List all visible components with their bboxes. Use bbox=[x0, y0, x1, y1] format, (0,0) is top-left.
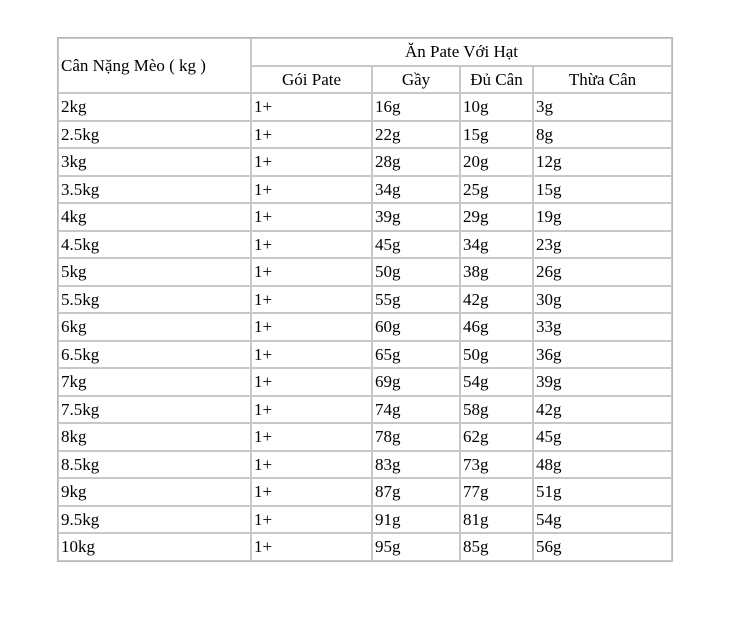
cell-pate: 1+ bbox=[251, 231, 372, 259]
cell-thin: 22g bbox=[372, 121, 460, 149]
table-row bbox=[58, 341, 672, 369]
cell-thin: 34g bbox=[372, 176, 460, 204]
table-body bbox=[58, 93, 672, 561]
cell-normal: 81g bbox=[460, 506, 533, 534]
cell-overweight: 23g bbox=[533, 231, 672, 259]
cell-thin: 39g bbox=[372, 203, 460, 231]
cell-pate: 1+ bbox=[251, 148, 372, 176]
cell-thin: 28g bbox=[372, 148, 460, 176]
cell-pate: 1+ bbox=[251, 93, 372, 121]
cell-weight: 9kg bbox=[58, 478, 251, 506]
cell-weight: 8.5kg bbox=[58, 451, 251, 479]
cell-normal: 34g bbox=[460, 231, 533, 259]
sub-header-thin: Gầy bbox=[372, 66, 460, 94]
cell-overweight: 12g bbox=[533, 148, 672, 176]
cell-normal: 38g bbox=[460, 258, 533, 286]
cell-normal: 73g bbox=[460, 451, 533, 479]
cat-feeding-table bbox=[57, 37, 673, 562]
weight-column-header: Cân Nặng Mèo ( kg ) bbox=[58, 38, 251, 93]
cell-overweight: 26g bbox=[533, 258, 672, 286]
cell-overweight: 15g bbox=[533, 176, 672, 204]
cell-normal: 20g bbox=[460, 148, 533, 176]
table-row bbox=[58, 148, 672, 176]
cell-pate: 1+ bbox=[251, 368, 372, 396]
cell-weight: 9.5kg bbox=[58, 506, 251, 534]
cell-weight: 6kg bbox=[58, 313, 251, 341]
table-header bbox=[58, 38, 672, 93]
group-column-header: Ăn Pate Với Hạt bbox=[251, 38, 672, 66]
cell-weight: 7.5kg bbox=[58, 396, 251, 424]
table-row bbox=[58, 286, 672, 314]
cell-thin: 60g bbox=[372, 313, 460, 341]
table-row bbox=[58, 203, 672, 231]
cell-weight: 6.5kg bbox=[58, 341, 251, 369]
cell-normal: 50g bbox=[460, 341, 533, 369]
cell-overweight: 42g bbox=[533, 396, 672, 424]
cell-pate: 1+ bbox=[251, 121, 372, 149]
cell-overweight: 30g bbox=[533, 286, 672, 314]
cell-pate: 1+ bbox=[251, 176, 372, 204]
cell-overweight: 51g bbox=[533, 478, 672, 506]
cell-pate: 1+ bbox=[251, 423, 372, 451]
table-row bbox=[58, 451, 672, 479]
cell-normal: 54g bbox=[460, 368, 533, 396]
table-row bbox=[58, 258, 672, 286]
cell-thin: 83g bbox=[372, 451, 460, 479]
cell-pate: 1+ bbox=[251, 396, 372, 424]
cell-thin: 87g bbox=[372, 478, 460, 506]
cell-pate: 1+ bbox=[251, 203, 372, 231]
cell-normal: 58g bbox=[460, 396, 533, 424]
table-row bbox=[58, 533, 672, 561]
cell-weight: 3kg bbox=[58, 148, 251, 176]
cell-weight: 2kg bbox=[58, 93, 251, 121]
table-row bbox=[58, 121, 672, 149]
cell-overweight: 39g bbox=[533, 368, 672, 396]
cell-normal: 25g bbox=[460, 176, 533, 204]
cell-weight: 7kg bbox=[58, 368, 251, 396]
cell-thin: 16g bbox=[372, 93, 460, 121]
cell-normal: 42g bbox=[460, 286, 533, 314]
cell-weight: 4.5kg bbox=[58, 231, 251, 259]
cell-weight: 5kg bbox=[58, 258, 251, 286]
sub-header-overweight: Thừa Cân bbox=[533, 66, 672, 94]
table-row bbox=[58, 93, 672, 121]
cell-overweight: 33g bbox=[533, 313, 672, 341]
cell-thin: 50g bbox=[372, 258, 460, 286]
table-row bbox=[58, 313, 672, 341]
table-row bbox=[58, 478, 672, 506]
cell-pate: 1+ bbox=[251, 478, 372, 506]
cell-normal: 62g bbox=[460, 423, 533, 451]
cell-thin: 95g bbox=[372, 533, 460, 561]
cell-weight: 10kg bbox=[58, 533, 251, 561]
cell-weight: 8kg bbox=[58, 423, 251, 451]
cell-normal: 85g bbox=[460, 533, 533, 561]
cell-thin: 69g bbox=[372, 368, 460, 396]
sub-header-normal: Đủ Cân bbox=[460, 66, 533, 94]
cell-overweight: 56g bbox=[533, 533, 672, 561]
cell-normal: 77g bbox=[460, 478, 533, 506]
cell-thin: 74g bbox=[372, 396, 460, 424]
cell-weight: 4kg bbox=[58, 203, 251, 231]
cell-thin: 91g bbox=[372, 506, 460, 534]
cell-normal: 46g bbox=[460, 313, 533, 341]
cell-overweight: 54g bbox=[533, 506, 672, 534]
table-row bbox=[58, 231, 672, 259]
cell-pate: 1+ bbox=[251, 451, 372, 479]
cell-pate: 1+ bbox=[251, 533, 372, 561]
header-row-top bbox=[58, 38, 672, 66]
cell-overweight: 36g bbox=[533, 341, 672, 369]
cell-pate: 1+ bbox=[251, 506, 372, 534]
cell-overweight: 3g bbox=[533, 93, 672, 121]
table-row bbox=[58, 423, 672, 451]
cell-pate: 1+ bbox=[251, 313, 372, 341]
cell-pate: 1+ bbox=[251, 286, 372, 314]
cell-weight: 2.5kg bbox=[58, 121, 251, 149]
table-row bbox=[58, 368, 672, 396]
cell-normal: 29g bbox=[460, 203, 533, 231]
cell-thin: 65g bbox=[372, 341, 460, 369]
cell-overweight: 8g bbox=[533, 121, 672, 149]
table-row bbox=[58, 506, 672, 534]
cell-thin: 55g bbox=[372, 286, 460, 314]
cell-normal: 15g bbox=[460, 121, 533, 149]
cell-overweight: 45g bbox=[533, 423, 672, 451]
cell-thin: 78g bbox=[372, 423, 460, 451]
table-row bbox=[58, 176, 672, 204]
cell-thin: 45g bbox=[372, 231, 460, 259]
sub-header-pate: Gói Pate bbox=[251, 66, 372, 94]
cell-weight: 3.5kg bbox=[58, 176, 251, 204]
cell-pate: 1+ bbox=[251, 341, 372, 369]
cell-weight: 5.5kg bbox=[58, 286, 251, 314]
cell-overweight: 19g bbox=[533, 203, 672, 231]
cell-overweight: 48g bbox=[533, 451, 672, 479]
cell-normal: 10g bbox=[460, 93, 533, 121]
table-row bbox=[58, 396, 672, 424]
cell-pate: 1+ bbox=[251, 258, 372, 286]
